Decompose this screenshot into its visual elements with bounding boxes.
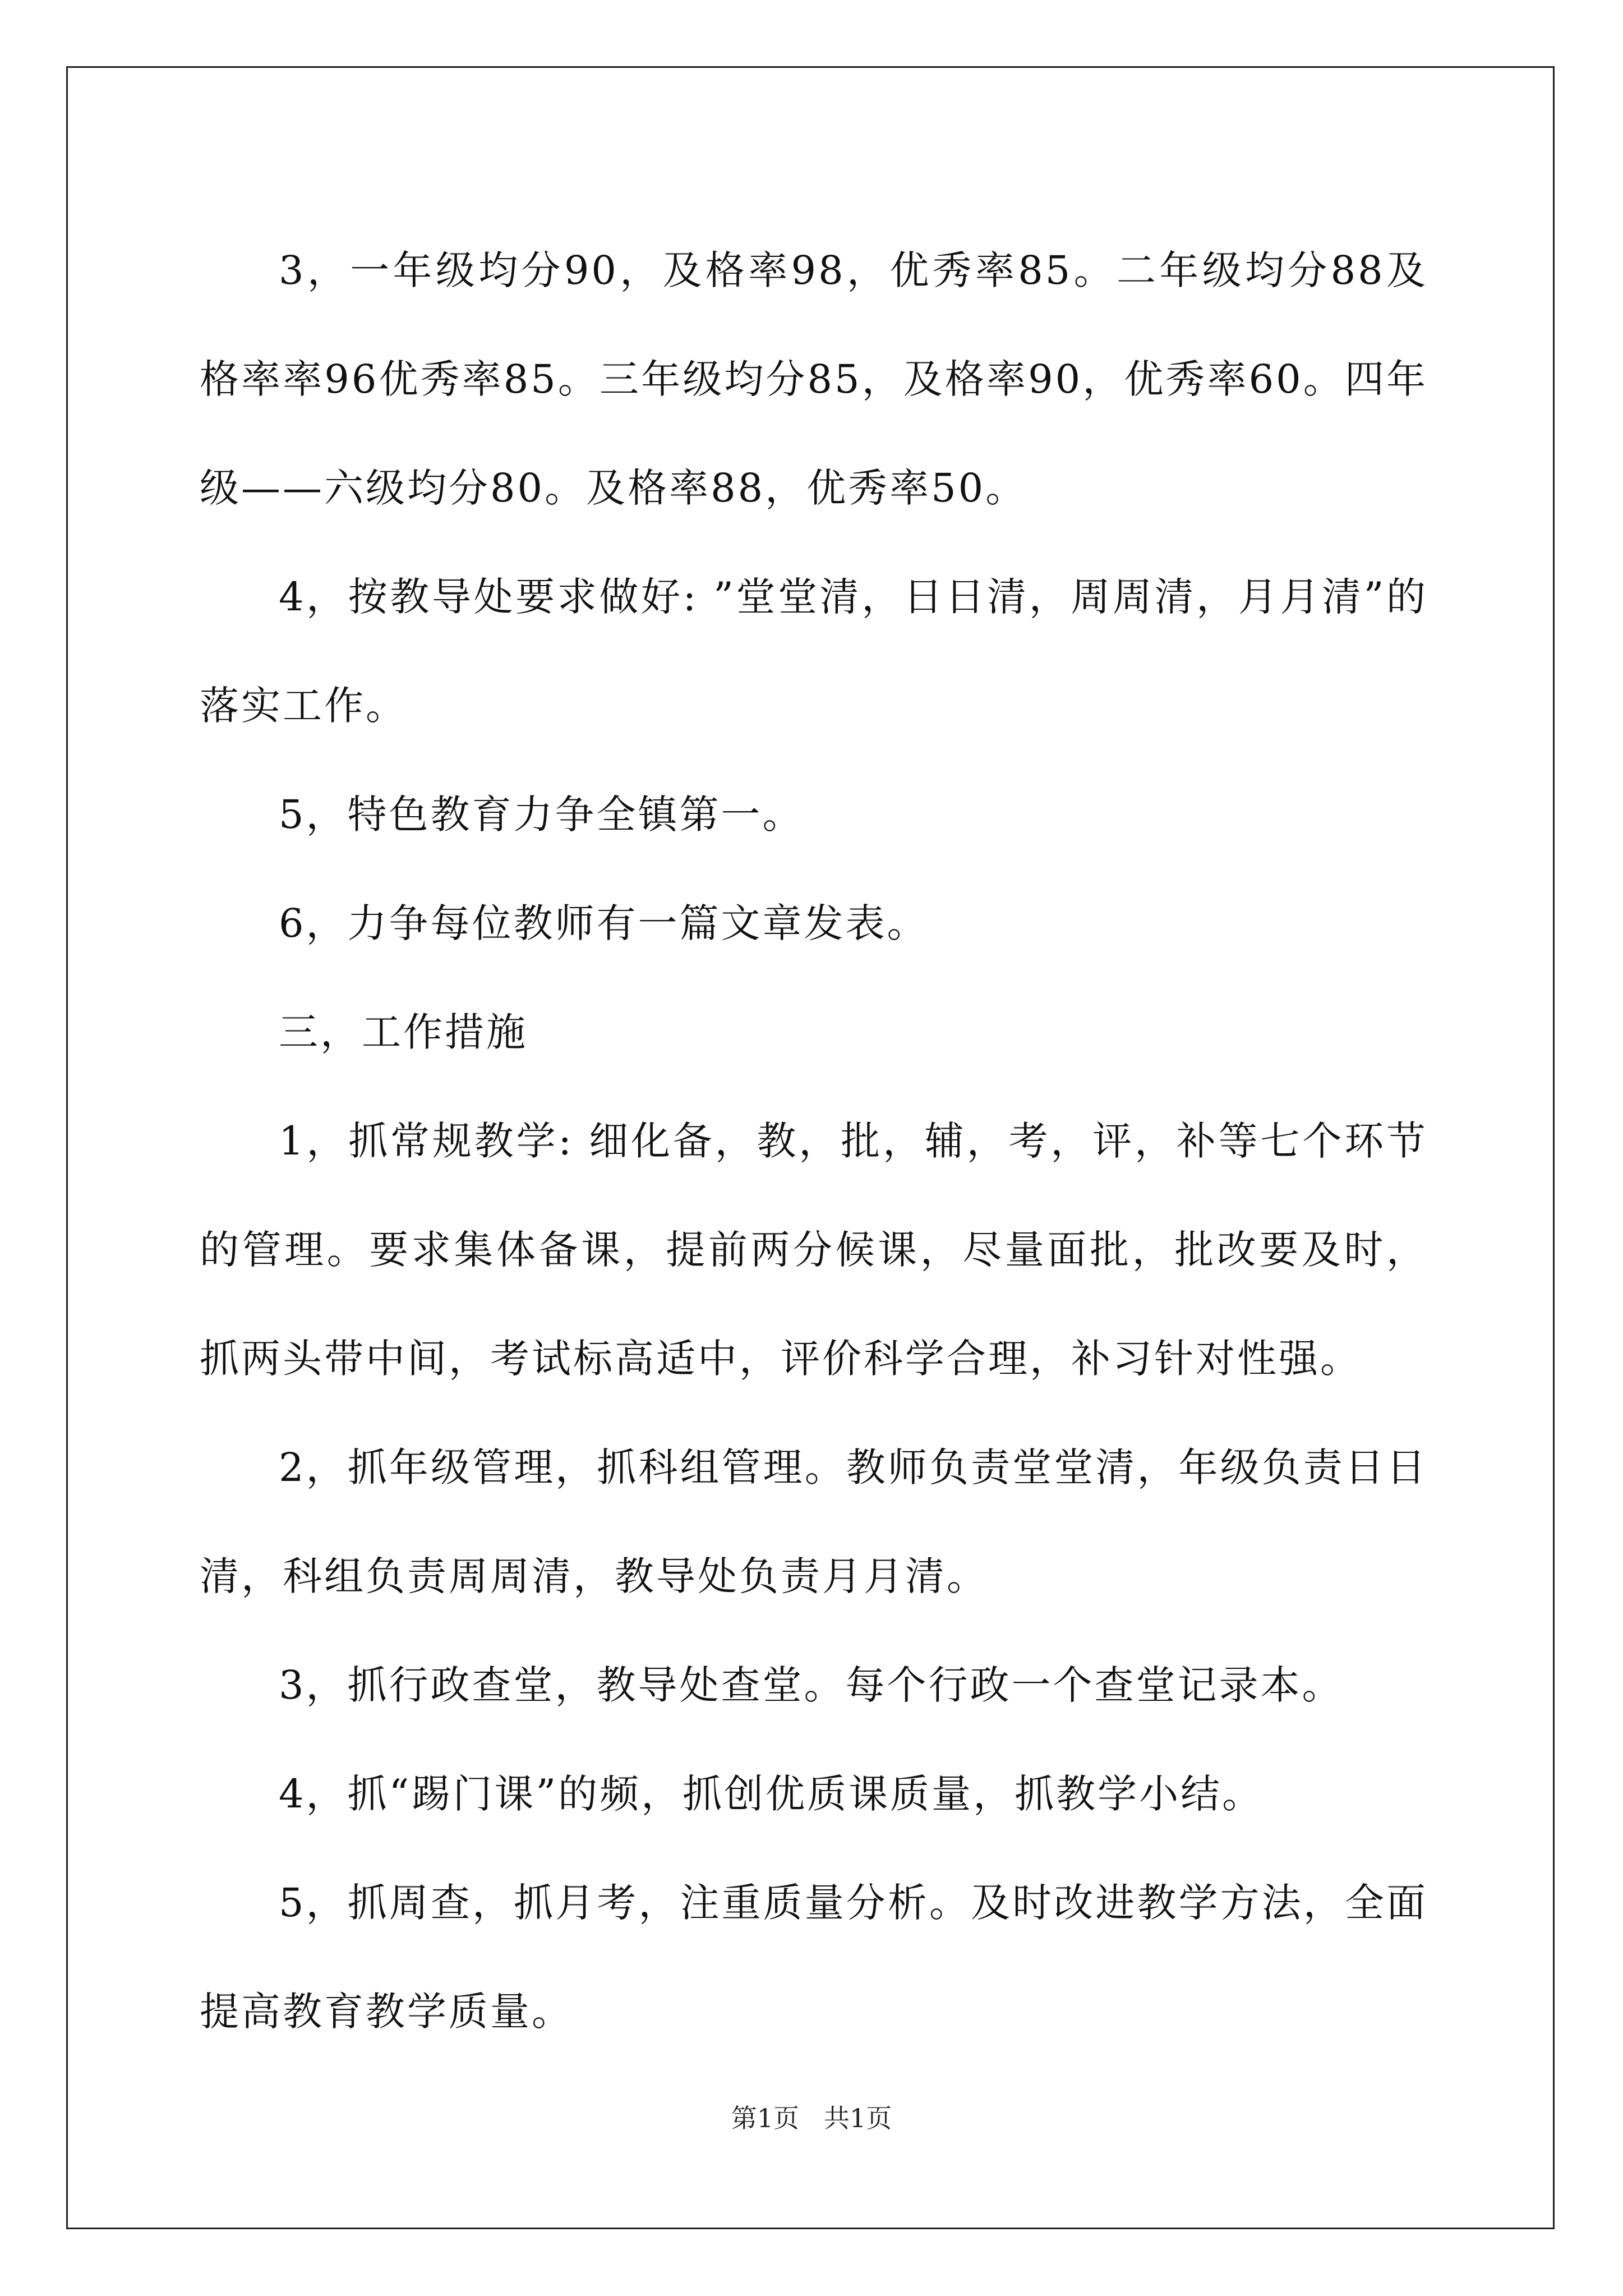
page-total: 共1页 <box>823 2103 892 2133</box>
page-footer <box>0 2101 1623 2135</box>
paragraph: 1，抓常规教学: 细化备，教，批，辅，考，评，补等七个环节的管理。要求集体备课，提前两分候课，尽量面批，批改要及时，抓两头带中间，考试标高适中，评价科学合理，补习针对性强。 <box>200 1118 1428 1382</box>
paragraph: 3，一年级均分90，及格率98，优秀率85。二年级均分88及格率率96优秀率85。三年级均分85，及格率90，优秀率60。四年级——六级均分80。及格率88，优秀率50。 <box>200 247 1428 511</box>
paragraph: 5，特色教育力争全镇第一。 <box>279 792 804 838</box>
paragraph: 2，抓年级管理，抓科组管理。教师负责堂堂清，年级负责日日清，科组负责周周清，教导处负责月月清。 <box>200 1444 1428 1599</box>
paragraph: 5，抓周查，抓月考，注重质量分析。及时改进教学方法，全面提高教育教学质量。 <box>200 1880 1428 2035</box>
document-body <box>200 216 1428 2066</box>
paragraph: 4，按教导处要求做好: ”堂堂清，日日清，周周清，月月清”的落实工作。 <box>200 574 1428 729</box>
page-number: 第1页 <box>731 2103 800 2133</box>
paragraph: 3，抓行政查堂，教导处查堂。每个行政一个查堂记录本。 <box>279 1662 1344 1708</box>
paragraph: 6，力争每位教师有一篇文章发表。 <box>279 900 929 946</box>
paragraph: 4，抓“踢门课”的频，抓创优质课质量，抓教学小结。 <box>279 1771 1264 1817</box>
section-heading: 三，工作措施 <box>279 1009 528 1055</box>
